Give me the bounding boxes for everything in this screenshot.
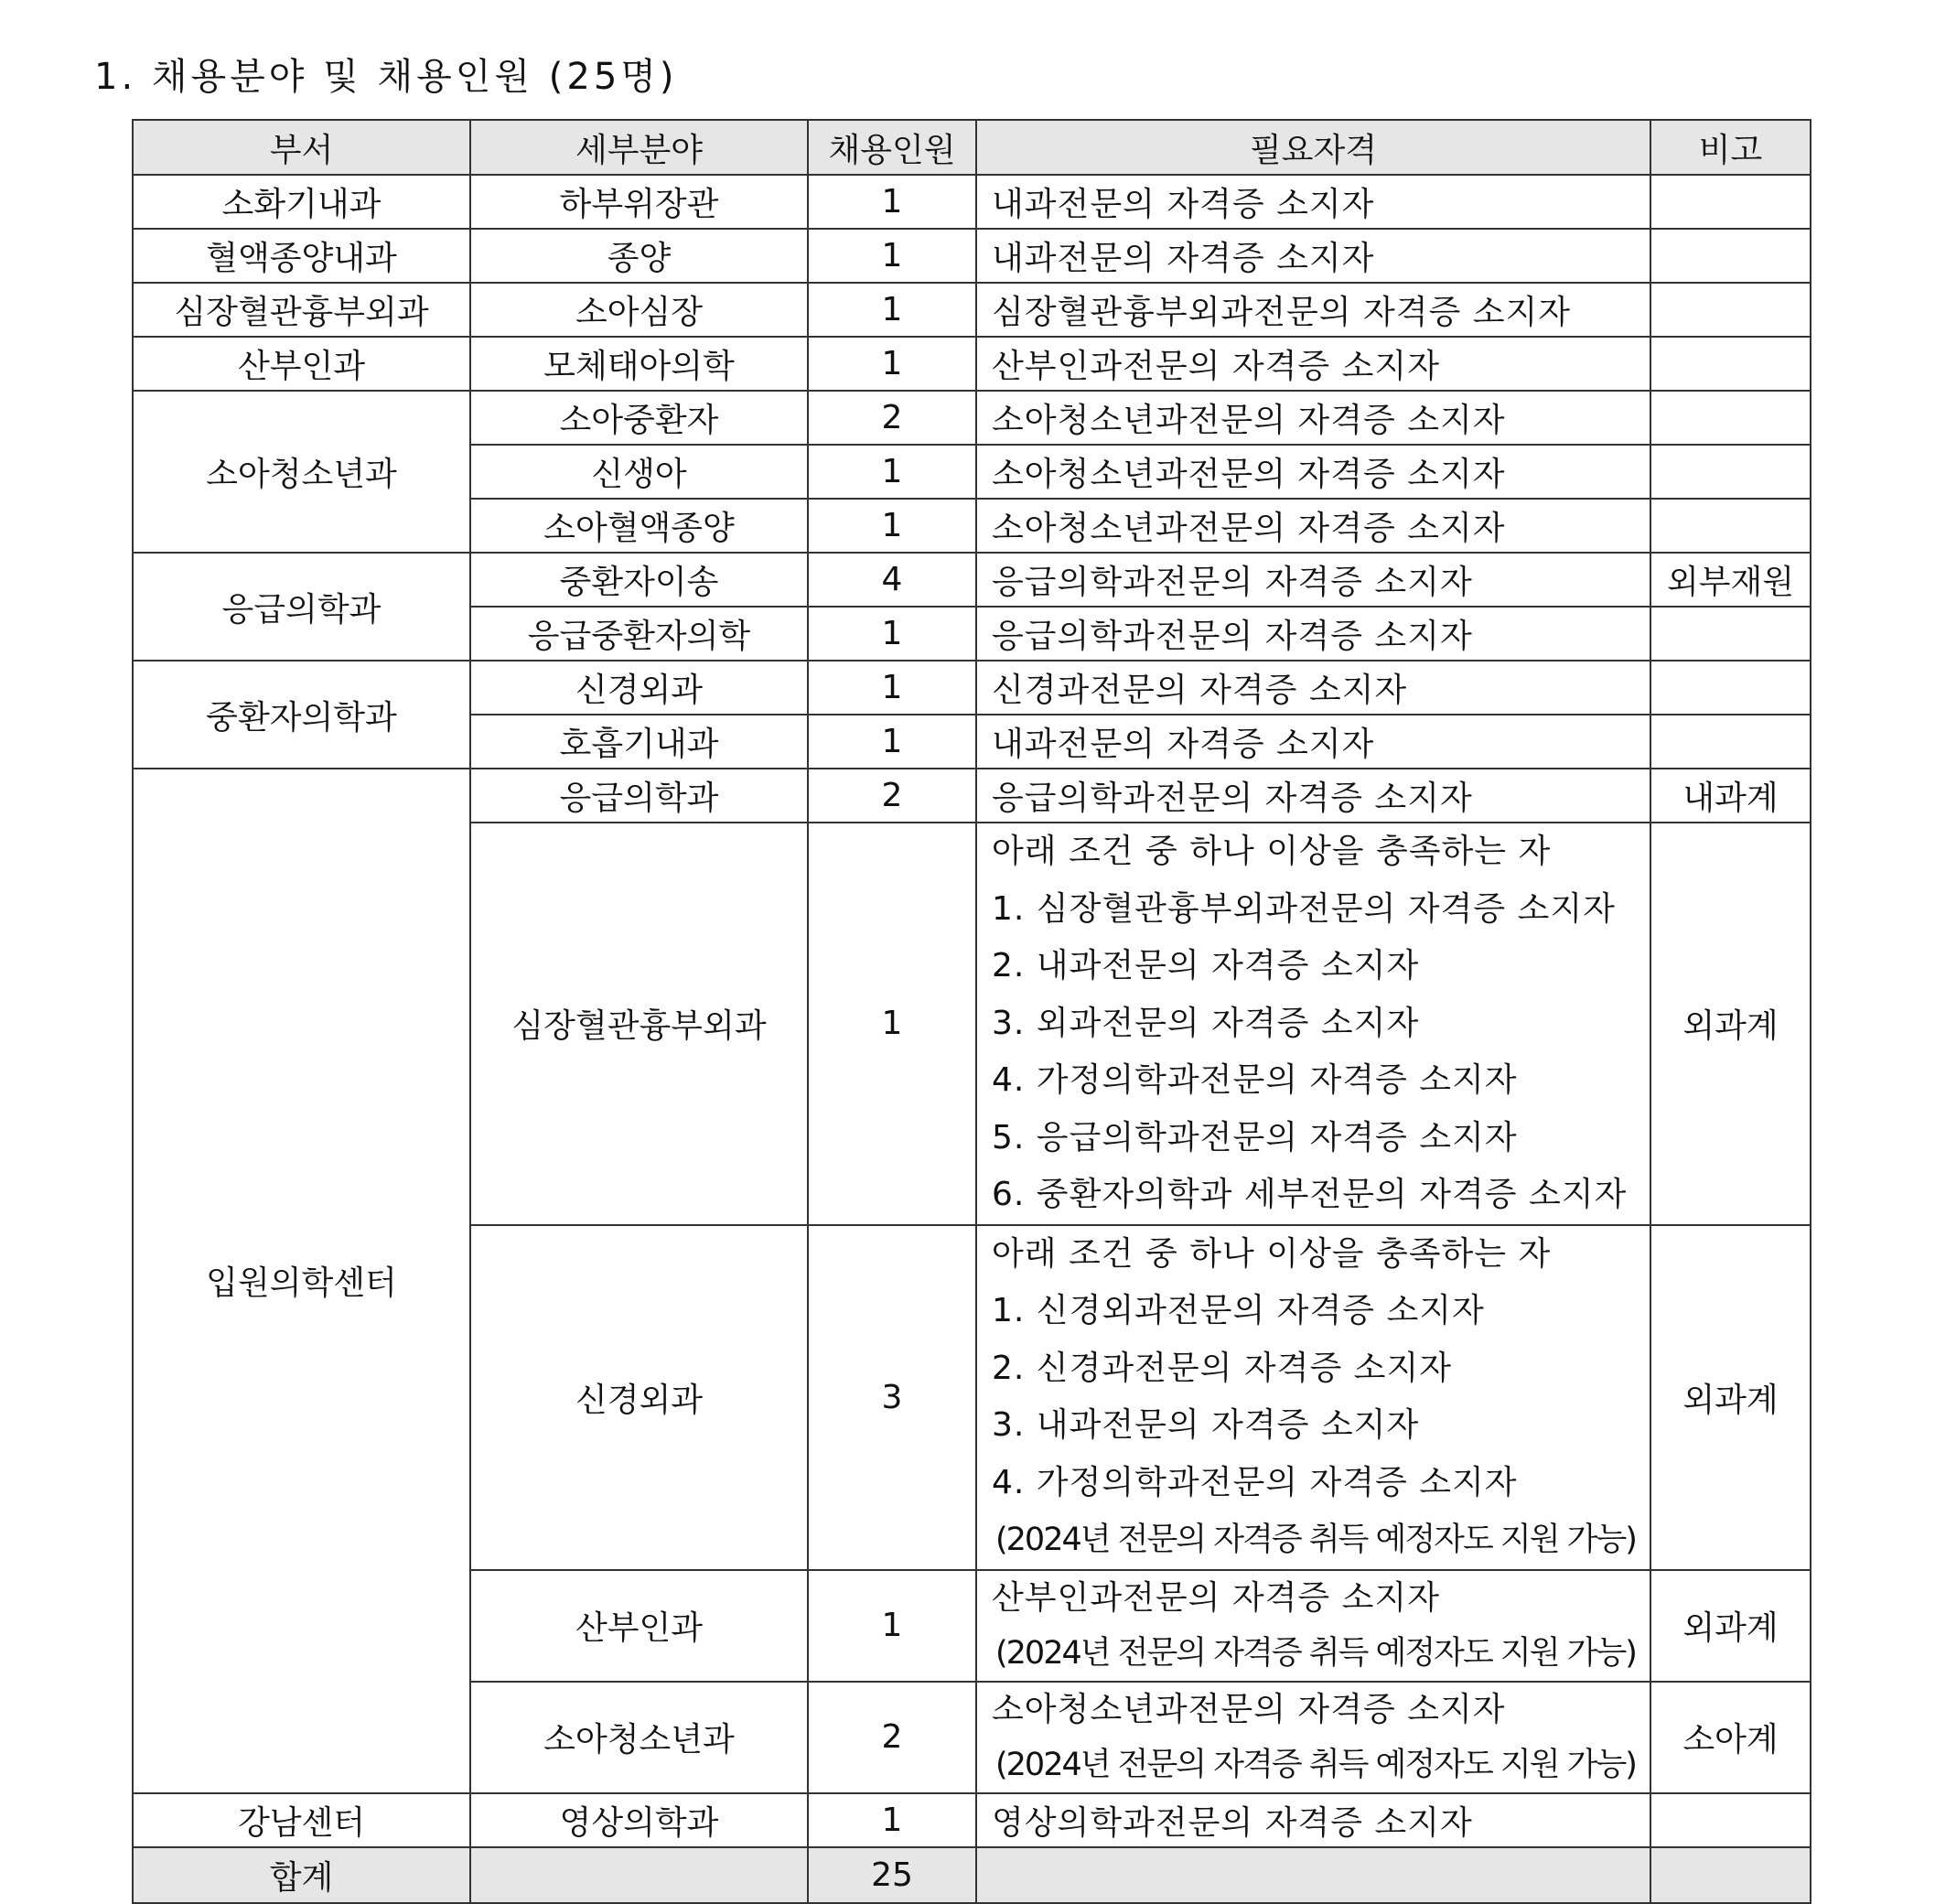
note-cell: 외부재원 xyxy=(1650,553,1811,607)
total-row xyxy=(133,1847,1811,1903)
dept-cell: 입원의학센터 xyxy=(133,769,470,1793)
table-row xyxy=(133,229,1811,283)
dept-cell: 소아청소년과 xyxy=(133,391,470,553)
count-cell: 1 xyxy=(808,661,976,715)
field-cell: 소아중환자 xyxy=(470,391,808,445)
field-cell: 신경외과 xyxy=(470,661,808,715)
total-label: 합계 xyxy=(133,1847,470,1903)
field-cell: 소아혈액종양 xyxy=(470,499,808,553)
field-cell: 신생아 xyxy=(470,445,808,499)
count-cell: 2 xyxy=(808,391,976,445)
field-cell: 모체태아의학 xyxy=(470,337,808,391)
requirement-cell: 소아청소년과전문의 자격증 소지자 xyxy=(976,391,1650,445)
field-cell: 호흡기내과 xyxy=(470,715,808,769)
note-cell: 내과계 xyxy=(1650,769,1811,823)
requirement-cell: 산부인과전문의 자격증 소지자 xyxy=(976,337,1650,391)
note-cell xyxy=(1650,175,1811,229)
requirement-line: 5. 응급의학과전문의 자격증 소지자 xyxy=(992,1118,1518,1156)
count-cell: 1 xyxy=(808,715,976,769)
requirement-line: 2. 신경과전문의 자격증 소지자 xyxy=(992,1349,1452,1387)
section-heading: 1. 채용분야 및 채용인원 (25명) xyxy=(94,56,678,98)
requirement-cell: 내과전문의 자격증 소지자 xyxy=(976,715,1650,769)
requirement-line: 1. 심장혈관흉부외과전문의 자격증 소지자 xyxy=(992,889,1616,928)
requirement-cell: 응급의학과전문의 자격증 소지자 xyxy=(976,607,1650,661)
requirement-cell xyxy=(976,1570,1650,1682)
table-row xyxy=(133,283,1811,337)
dept-cell: 강남센터 xyxy=(133,1793,470,1847)
note-cell xyxy=(1650,337,1811,391)
count-cell: 1 xyxy=(808,1570,976,1682)
count-cell: 1 xyxy=(808,175,976,229)
dept-cell: 중환자의학과 xyxy=(133,661,470,769)
count-cell: 1 xyxy=(808,283,976,337)
table-row xyxy=(133,175,1811,229)
count-cell: 1 xyxy=(808,445,976,499)
dept-cell: 응급의학과 xyxy=(133,553,470,661)
field-cell: 심장혈관흉부외과 xyxy=(470,823,808,1225)
table-row xyxy=(133,661,1811,715)
total-requirement-cell xyxy=(976,1847,1650,1903)
field-cell: 중환자이송 xyxy=(470,553,808,607)
requirement-note: (2024년 전문의 자격증 취득 예정자도 지원 가능) xyxy=(995,1522,1636,1558)
requirement-cell: 신경과전문의 자격증 소지자 xyxy=(976,661,1650,715)
field-cell: 하부위장관 xyxy=(470,175,808,229)
requirement-cell: 응급의학과전문의 자격증 소지자 xyxy=(976,553,1650,607)
table-header-row xyxy=(133,120,1811,175)
table-row xyxy=(133,553,1811,607)
requirement-line: 4. 가정의학과전문의 자격증 소지자 xyxy=(992,1463,1518,1501)
requirement-cell xyxy=(976,1225,1650,1570)
requirement-line: 4. 가정의학과전문의 자격증 소지자 xyxy=(992,1061,1518,1099)
requirement-line: 1. 신경외과전문의 자격증 소지자 xyxy=(992,1292,1485,1329)
table-row xyxy=(133,391,1811,445)
header-field: 세부분야 xyxy=(470,120,808,175)
count-cell: 1 xyxy=(808,607,976,661)
count-cell: 1 xyxy=(808,1793,976,1847)
note-cell: 외과계 xyxy=(1650,1225,1811,1570)
requirement-cell: 응급의학과전문의 자격증 소지자 xyxy=(976,769,1650,823)
note-cell: 소아계 xyxy=(1650,1682,1811,1793)
note-cell xyxy=(1650,607,1811,661)
requirement-cell xyxy=(976,823,1650,1225)
requirement-line: 3. 내과전문의 자격증 소지자 xyxy=(992,1406,1420,1444)
requirement-cell xyxy=(976,1682,1650,1793)
requirement-cell: 내과전문의 자격증 소지자 xyxy=(976,229,1650,283)
field-cell: 응급중환자의학 xyxy=(470,607,808,661)
total-count: 25 xyxy=(808,1847,976,1903)
field-cell: 응급의학과 xyxy=(470,769,808,823)
requirement-line: 산부인과전문의 자격증 소지자 xyxy=(992,1578,1440,1617)
field-cell: 종양 xyxy=(470,229,808,283)
requirement-line: 6. 중환자의학과 세부전문의 자격증 소지자 xyxy=(992,1176,1628,1213)
count-cell: 2 xyxy=(808,769,976,823)
field-cell: 영상의학과 xyxy=(470,1793,808,1847)
dept-cell: 심장혈관흉부외과 xyxy=(133,283,470,337)
count-cell: 1 xyxy=(808,499,976,553)
field-cell: 소아심장 xyxy=(470,283,808,337)
requirement-cell: 영상의학과전문의 자격증 소지자 xyxy=(976,1793,1650,1847)
count-cell: 1 xyxy=(808,823,976,1225)
table-row xyxy=(133,769,1811,823)
requirement-cell: 심장혈관흉부외과전문의 자격증 소지자 xyxy=(976,283,1650,337)
requirement-cell: 내과전문의 자격증 소지자 xyxy=(976,175,1650,229)
note-cell xyxy=(1650,229,1811,283)
requirement-line: 2. 내과전문의 자격증 소지자 xyxy=(992,947,1420,984)
note-cell: 외과계 xyxy=(1650,823,1811,1225)
dept-cell: 소화기내과 xyxy=(133,175,470,229)
header-count: 채용인원 xyxy=(808,120,976,175)
requirement-line: 아래 조건 중 하나 이상을 충족하는 자 xyxy=(992,1234,1552,1273)
dept-cell: 혈액종양내과 xyxy=(133,229,470,283)
header-note: 비고 xyxy=(1650,120,1811,175)
field-cell: 신경외과 xyxy=(470,1225,808,1570)
requirement-cell: 소아청소년과전문의 자격증 소지자 xyxy=(976,445,1650,499)
count-cell: 2 xyxy=(808,1682,976,1793)
note-cell: 외과계 xyxy=(1650,1570,1811,1682)
total-field-cell xyxy=(470,1847,808,1903)
table-row xyxy=(133,337,1811,391)
note-cell xyxy=(1650,715,1811,769)
note-cell xyxy=(1650,499,1811,553)
note-cell xyxy=(1650,661,1811,715)
requirement-line: 3. 외과전문의 자격증 소지자 xyxy=(992,1004,1420,1042)
header-requirements: 필요자격 xyxy=(976,120,1650,175)
note-cell xyxy=(1650,391,1811,445)
requirement-line: 아래 조건 중 하나 이상을 충족하는 자 xyxy=(992,833,1552,870)
recruitment-table xyxy=(132,119,1811,1904)
requirement-note: (2024년 전문의 자격증 취득 예정자도 지원 가능) xyxy=(995,1746,1636,1783)
total-note-cell xyxy=(1650,1847,1811,1903)
field-cell: 산부인과 xyxy=(470,1570,808,1682)
dept-cell: 산부인과 xyxy=(133,337,470,391)
note-cell xyxy=(1650,445,1811,499)
count-cell: 1 xyxy=(808,229,976,283)
table-row xyxy=(133,1793,1811,1847)
header-dept: 부서 xyxy=(133,120,470,175)
note-cell xyxy=(1650,283,1811,337)
field-cell: 소아청소년과 xyxy=(470,1682,808,1793)
count-cell: 1 xyxy=(808,337,976,391)
requirement-note: (2024년 전문의 자격증 취득 예정자도 지원 가능) xyxy=(995,1634,1636,1672)
count-cell: 3 xyxy=(808,1225,976,1570)
requirement-line: 소아청소년과전문의 자격증 소지자 xyxy=(992,1690,1506,1728)
requirement-cell: 소아청소년과전문의 자격증 소지자 xyxy=(976,499,1650,553)
count-cell: 4 xyxy=(808,553,976,607)
note-cell xyxy=(1650,1793,1811,1847)
